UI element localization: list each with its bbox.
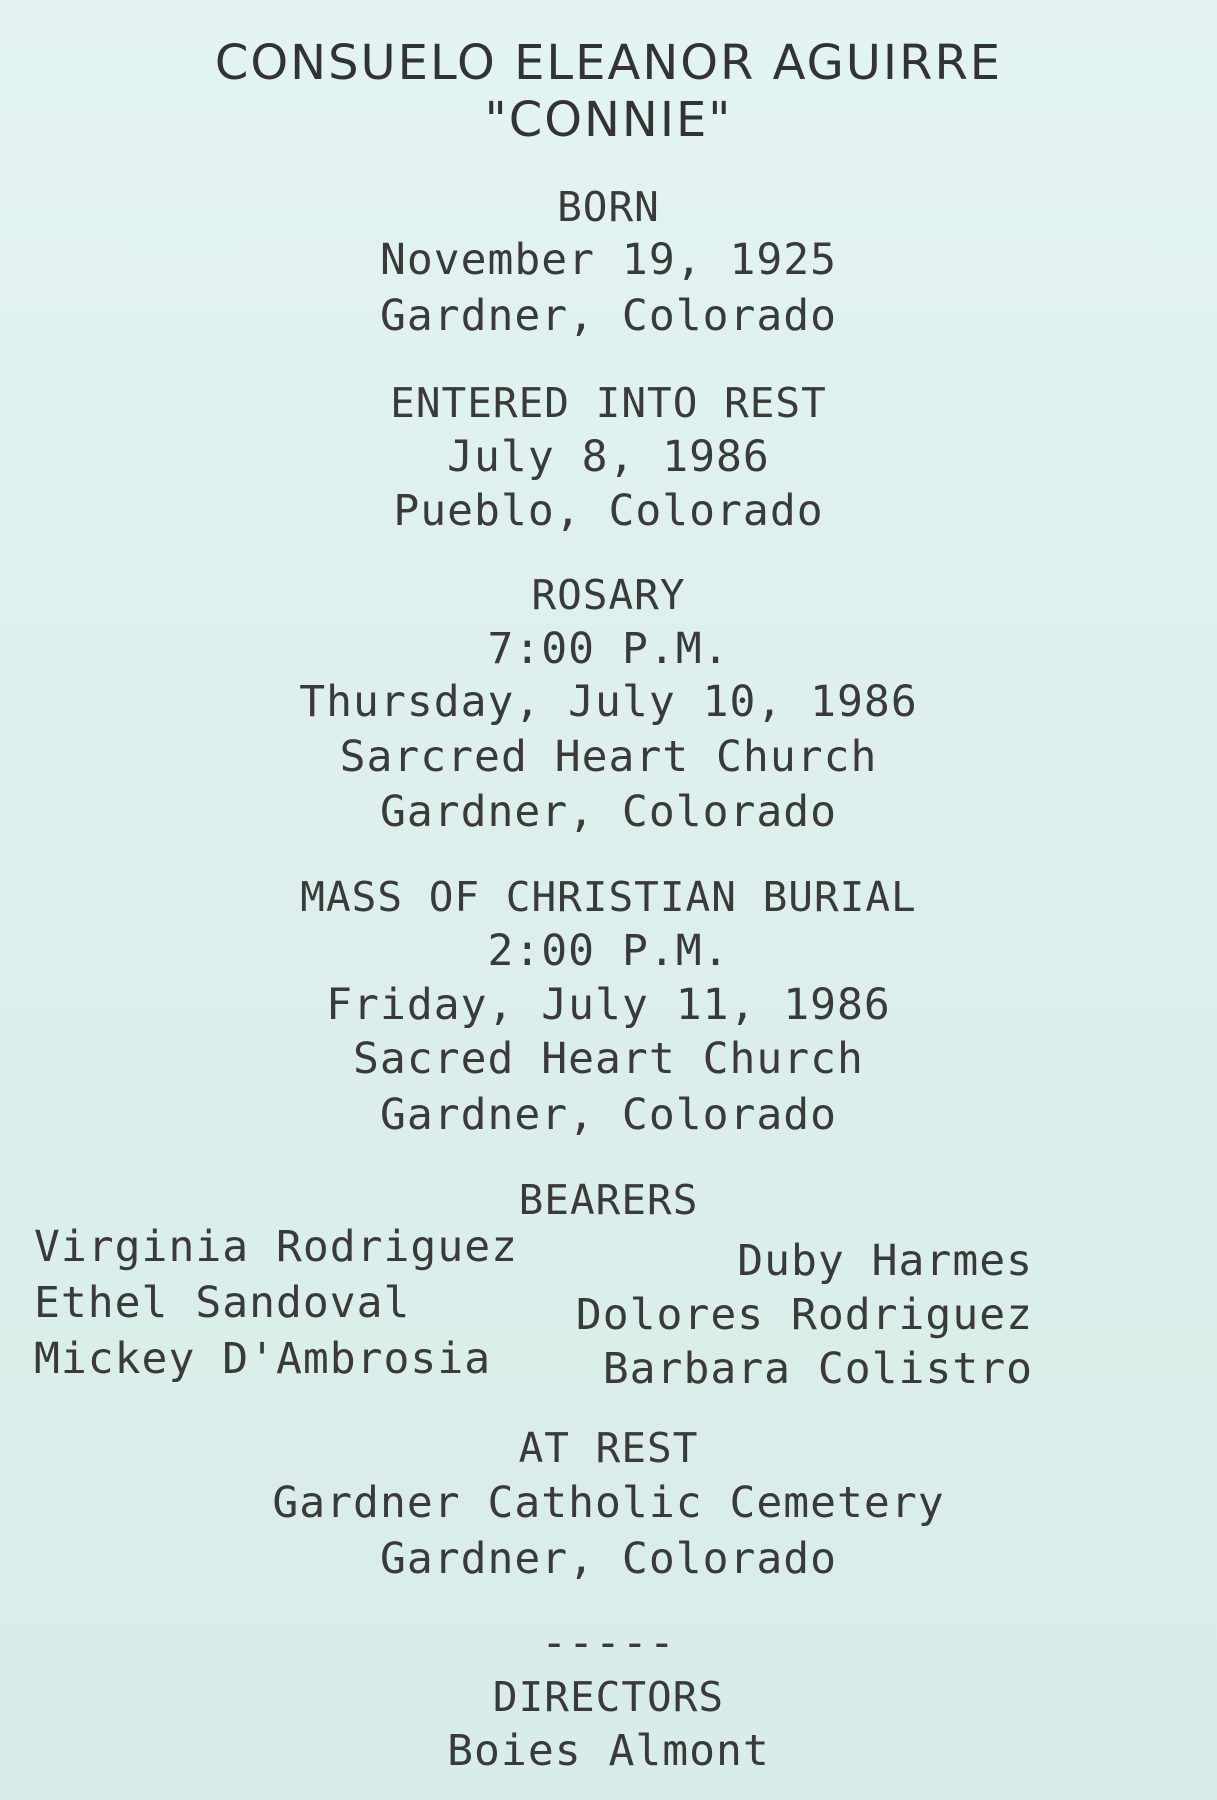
born-heading: BORN <box>557 183 660 231</box>
bearer-name: Barbara Colistro <box>602 1344 1033 1394</box>
bearer-name: Ethel Sandoval <box>34 1278 411 1328</box>
mass-heading: MASS OF CHRISTIAN BURIAL <box>300 873 917 921</box>
rosary-date: Thursday, July 10, 1986 <box>299 677 918 727</box>
bearer-name: Dolores Rodriguez <box>575 1290 1033 1340</box>
director-name: Boies Almont <box>447 1726 770 1776</box>
directors-heading: DIRECTORS <box>492 1673 725 1721</box>
bearer-name: Virginia Rodriguez <box>34 1222 518 1272</box>
rosary-place: Gardner, Colorado <box>379 787 838 837</box>
born-place: Gardner, Colorado <box>379 291 838 341</box>
rosary-time: 7:00 P.M. <box>487 624 730 674</box>
at-rest-heading: AT REST <box>518 1424 699 1472</box>
bearers-heading: BEARERS <box>518 1176 699 1224</box>
rosary-heading: ROSARY <box>531 571 686 619</box>
cemetery-place: Gardner, Colorado <box>379 1534 838 1584</box>
mass-church: Sacred Heart Church <box>353 1034 864 1084</box>
section-separator: ----- <box>541 1618 676 1668</box>
mass-date: Friday, July 11, 1986 <box>326 980 891 1030</box>
died-date: July 8, 1986 <box>447 432 770 482</box>
died-place: Pueblo, Colorado <box>393 486 824 536</box>
bearer-name: Mickey D'Ambrosia <box>34 1334 492 1384</box>
rosary-church: Sarcred Heart Church <box>339 732 878 782</box>
mass-time: 2:00 P.M. <box>487 926 730 976</box>
died-heading: ENTERED INTO REST <box>390 379 827 427</box>
deceased-name: CONSUELO ELEANOR AGUIRRE <box>214 35 1003 91</box>
cemetery-name: Gardner Catholic Cemetery <box>272 1478 945 1528</box>
born-date: November 19, 1925 <box>379 235 838 285</box>
deceased-nickname: "CONNIE" <box>484 92 733 148</box>
bearer-name: Duby Harmes <box>737 1236 1033 1286</box>
mass-place: Gardner, Colorado <box>379 1090 838 1140</box>
